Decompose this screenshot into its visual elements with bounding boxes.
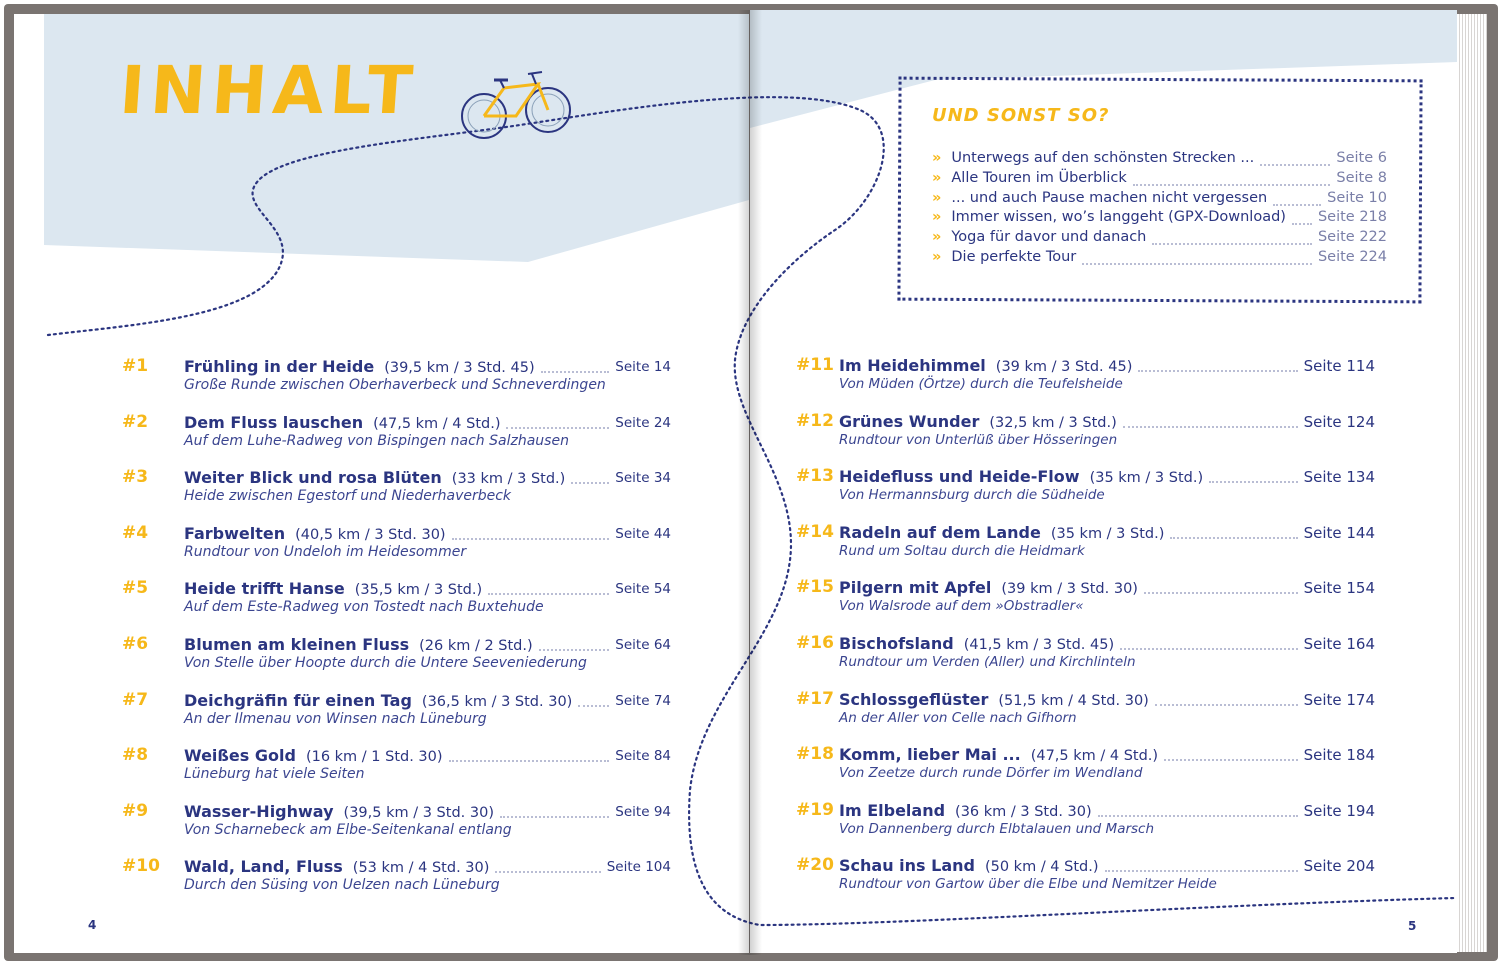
entry-subtitle: An der Ilmenau von Winsen nach Lüneburg <box>184 710 487 727</box>
toc-entry-title[interactable] <box>839 690 1149 709</box>
entry-distance: (47,5 km / 4 Std.) <box>373 415 501 432</box>
entry-subtitle: Auf dem Este-Radweg von Tostedt nach Buxtehude <box>184 599 544 616</box>
toc-entry-title[interactable] <box>839 523 1164 542</box>
entry-page[interactable]: Seite 204 <box>1303 857 1375 876</box>
entry-subtitle: Von Stelle über Hoopte durch die Untere Seeveniederung <box>184 655 587 671</box>
entry-subtitle: Durch den Süsing von Uelzen nach Lüneburg <box>184 877 500 894</box>
entry-name: Heide trifft Hanse <box>184 579 345 599</box>
toc-entry-title[interactable] <box>184 691 572 710</box>
page-number-left: 4 <box>88 918 97 932</box>
leader-dots <box>1105 870 1298 872</box>
entry-distance: (33 km / 3 Std.) <box>451 471 566 488</box>
leader-dots <box>541 371 610 373</box>
entry-number: #20 <box>796 855 834 876</box>
entry-page[interactable]: Seite 54 <box>615 581 671 598</box>
entry-page[interactable]: Seite 154 <box>1303 579 1375 598</box>
entry-subtitle: Von Müden (Örtze) durch die Teufelsheide <box>839 376 1123 392</box>
entry-page[interactable]: Seite 184 <box>1303 746 1375 765</box>
entry-name: Im Heidehimmel <box>839 356 986 375</box>
entry-subtitle: An der Aller von Celle nach Gifhorn <box>839 709 1077 726</box>
toc-entry-title[interactable] <box>184 579 482 598</box>
toc-entry-title[interactable] <box>839 467 1203 486</box>
entry-number: #4 <box>122 522 149 543</box>
chevron-right-icon: » <box>932 249 942 265</box>
entry-distance: (39,5 km / 3 Std. 30) <box>343 804 494 821</box>
entry-distance: (35 km / 3 Std.) <box>1050 525 1165 542</box>
entry-page[interactable]: Seite 194 <box>1303 801 1375 820</box>
leader-dots <box>1123 426 1298 428</box>
entry-name: Radeln auf dem Lande <box>839 522 1041 542</box>
entry-number: #18 <box>796 744 834 765</box>
entry-distance: (40,5 km / 3 Std. 30) <box>295 526 446 543</box>
leader-dots <box>506 427 609 429</box>
entry-distance: (47,5 km / 4 Std.) <box>1030 748 1159 765</box>
entry-subtitle: Heide zwischen Egestorf und Niederhaverbeck <box>184 488 512 505</box>
entry-page[interactable]: Seite 94 <box>615 803 671 820</box>
entry-distance: (16 km / 1 Std. 30) <box>305 749 443 766</box>
entry-distance: (53 km / 4 Std. 30) <box>352 860 490 877</box>
leader-dots <box>1120 648 1297 650</box>
entry-name: Im Elbeland <box>839 800 946 820</box>
toc-entry-title[interactable] <box>839 856 1099 875</box>
entry-distance: (39 km / 3 Std. 45) <box>995 359 1133 375</box>
leader-dots <box>578 705 609 707</box>
entry-page[interactable]: Seite 124 <box>1303 412 1375 431</box>
leader-dots <box>1273 204 1321 206</box>
entry-distance: (32,5 km / 3 Std.) <box>989 414 1117 431</box>
entry-page[interactable]: Seite 64 <box>615 637 671 653</box>
leader-dots <box>449 760 610 762</box>
entry-number: #17 <box>796 688 834 709</box>
extras-item[interactable] <box>932 209 1286 225</box>
entry-name: Schlossgeflüster <box>839 689 989 709</box>
entry-distance: (51,5 km / 4 Std. 30) <box>998 692 1149 709</box>
entry-page[interactable]: Seite 84 <box>615 748 671 765</box>
toc-entry-title[interactable] <box>839 356 1132 375</box>
toc-entry-title[interactable] <box>839 578 1138 597</box>
entry-subtitle: Rundtour von Undeloh im Heidesommer <box>184 543 467 560</box>
chevron-right-icon: » <box>932 150 942 166</box>
leader-dots <box>1152 243 1312 245</box>
leader-dots <box>1098 815 1298 817</box>
leader-dots <box>452 538 610 540</box>
entry-page[interactable]: Seite 144 <box>1303 523 1375 542</box>
entry-subtitle: Von Dannenberg durch Elbtalauen und Marsch <box>839 820 1155 837</box>
leader-dots <box>1164 759 1297 761</box>
entry-subtitle: Rundtour von Gartow über die Elbe und Nemitzer Heide <box>839 876 1217 893</box>
extras-item[interactable] <box>932 170 1127 186</box>
toc-entry-title[interactable] <box>184 524 446 543</box>
leader-dots <box>500 816 609 818</box>
leader-dots <box>488 593 609 595</box>
extras-box-title: UND SONST SO? <box>932 105 1110 126</box>
entry-number: #1 <box>122 356 149 376</box>
entry-distance: (36 km / 3 Std. 30) <box>955 803 1092 820</box>
chevron-right-icon: » <box>932 189 942 206</box>
page-title: INHALT <box>117 52 421 129</box>
extras-item-page: Seite 8 <box>1336 169 1387 186</box>
entry-subtitle: Von Walsrode auf dem »Obstradler« <box>839 598 1084 615</box>
entry-number: #19 <box>796 799 834 820</box>
entry-number: #11 <box>796 355 834 375</box>
entry-page[interactable]: Seite 24 <box>615 414 671 431</box>
entry-distance: (35 km / 3 Std.) <box>1089 470 1204 487</box>
extras-item-page: Seite 224 <box>1317 249 1387 265</box>
extras-item[interactable] <box>932 229 1146 245</box>
extras-item-label: Alle Touren im Überblick <box>951 169 1127 186</box>
leader-dots <box>1133 184 1331 186</box>
toc-entry-title[interactable] <box>184 857 489 876</box>
entry-distance: (26 km / 2 Std.) <box>419 638 533 654</box>
entry-name: Weiter Blick und rosa Blüten <box>184 468 442 488</box>
toc-entry-title[interactable] <box>184 413 500 432</box>
entry-number: #5 <box>122 578 149 599</box>
leader-dots <box>1260 164 1330 166</box>
entry-subtitle: Auf dem Luhe-Radweg von Bispingen nach Salzhausen <box>184 432 569 449</box>
entry-page[interactable]: Seite 34 <box>615 470 671 487</box>
entry-number: #9 <box>122 800 149 821</box>
entry-subtitle: Von Zeetze durch runde Dörfer im Wendland <box>839 765 1143 782</box>
toc-entry-title[interactable] <box>839 634 1114 653</box>
extras-item-label: Die perfekte Tour <box>951 249 1077 265</box>
toc-entry-title[interactable] <box>184 635 533 654</box>
entry-name: Schau ins Land <box>839 856 975 876</box>
entry-name: Weißes Gold <box>184 746 296 766</box>
leader-dots <box>1209 481 1297 483</box>
entry-number: #12 <box>796 410 834 431</box>
entry-subtitle: Von Scharnebeck am Elbe-Seitenkanal entlang <box>184 821 512 838</box>
entry-name: Farbwelten <box>184 523 286 543</box>
toc-entry-title[interactable] <box>839 412 1117 431</box>
entry-name: Blumen am kleinen Fluss <box>184 635 410 654</box>
page-number-right: 5 <box>1408 919 1417 933</box>
entry-name: Deichgräfin für einen Tag <box>184 690 412 710</box>
extras-item[interactable] <box>932 190 1267 206</box>
extras-item[interactable] <box>932 249 1076 265</box>
entry-subtitle: Rundtour von Unterlüß über Hösseringen <box>839 431 1118 448</box>
toc-entry-title[interactable] <box>184 746 443 765</box>
leader-dots <box>1082 263 1312 265</box>
entry-number: #8 <box>122 745 149 766</box>
leader-dots <box>1144 592 1298 594</box>
entry-number: #16 <box>796 633 834 653</box>
entry-subtitle: Lüneburg hat viele Seiten <box>184 766 365 783</box>
toc-entry-title[interactable] <box>839 745 1158 764</box>
leader-dots <box>1292 223 1312 225</box>
entry-distance: (39 km / 3 Std. 30) <box>1001 581 1138 598</box>
entry-number: #13 <box>796 466 834 487</box>
entry-name: Dem Fluss lauschen <box>184 412 364 432</box>
entry-name: Komm, lieber Mai ... <box>839 745 1021 765</box>
chevron-right-icon: » <box>932 229 942 246</box>
toc-entry-title[interactable] <box>184 802 494 821</box>
leader-dots <box>1170 537 1297 539</box>
entry-subtitle: Große Runde zwischen Oberhaverbeck und Schneverdingen <box>184 377 606 393</box>
entry-page[interactable]: Seite 14 <box>615 359 671 375</box>
entry-name: Heidefluss und Heide-Flow <box>839 467 1080 487</box>
toc-entry-title[interactable] <box>184 357 535 376</box>
entry-page[interactable]: Seite 164 <box>1303 635 1375 653</box>
extras-item-page: Seite 6 <box>1336 150 1387 166</box>
leader-dots <box>571 482 609 484</box>
entry-page[interactable]: Seite 134 <box>1303 468 1375 487</box>
entry-number: #15 <box>796 577 834 598</box>
entry-number: #6 <box>122 634 149 654</box>
entry-page[interactable]: Seite 174 <box>1303 690 1375 709</box>
extras-item[interactable] <box>932 150 1254 166</box>
entry-name: Grünes Wunder <box>839 411 980 431</box>
entry-number: #10 <box>122 856 160 877</box>
entry-page[interactable]: Seite 44 <box>615 525 671 542</box>
entry-page[interactable]: Seite 114 <box>1303 357 1375 375</box>
entry-name: Bischofsland <box>839 634 954 653</box>
entry-distance: (50 km / 4 Std.) <box>984 859 1099 876</box>
extras-item-page: Seite 222 <box>1317 229 1387 246</box>
entry-number: #7 <box>122 689 149 710</box>
extras-item-label: ... und auch Pause machen nicht vergessen <box>951 189 1268 206</box>
entry-subtitle: Rundtour um Verden (Aller) und Kirchlinteln <box>839 654 1136 670</box>
leader-dots <box>1138 370 1297 372</box>
leader-dots <box>1155 704 1298 706</box>
extras-item-label: Yoga für davor und danach <box>951 229 1147 246</box>
entry-number: #3 <box>122 467 149 488</box>
entry-distance: (39,5 km / 3 Std. 45) <box>384 360 535 376</box>
entry-name: Frühling in der Heide <box>184 357 375 376</box>
leader-dots <box>539 649 610 651</box>
entry-distance: (41,5 km / 3 Std. 45) <box>963 637 1115 653</box>
toc-entry-title[interactable] <box>184 468 565 487</box>
entry-page[interactable]: Seite 74 <box>615 692 671 709</box>
toc-entry-title[interactable] <box>839 801 1092 820</box>
extras-item-page: Seite 218 <box>1317 209 1387 226</box>
entry-subtitle: Von Hermannsburg durch die Südheide <box>839 487 1105 504</box>
entry-distance: (35,5 km / 3 Std.) <box>354 582 483 599</box>
chevron-right-icon: » <box>932 209 942 226</box>
entry-number: #2 <box>122 411 149 432</box>
entry-name: Wasser-Highway <box>184 801 334 821</box>
entry-name: Pilgern mit Apfel <box>839 578 992 598</box>
entry-number: #14 <box>796 521 834 542</box>
extras-item-label: Immer wissen, wo’s langgeht (GPX-Download) <box>951 209 1286 226</box>
leader-dots <box>495 871 600 873</box>
extras-item-label: Unterwegs auf den schönsten Strecken ... <box>951 150 1255 166</box>
entry-subtitle: Rund um Soltau durch die Heidmark <box>839 542 1085 559</box>
extras-item-page: Seite 10 <box>1327 189 1387 206</box>
chevron-right-icon: » <box>932 169 942 186</box>
entry-distance: (36,5 km / 3 Std. 30) <box>421 693 573 710</box>
entry-name: Wald, Land, Fluss <box>184 857 343 877</box>
entry-page[interactable]: Seite 104 <box>606 859 671 876</box>
